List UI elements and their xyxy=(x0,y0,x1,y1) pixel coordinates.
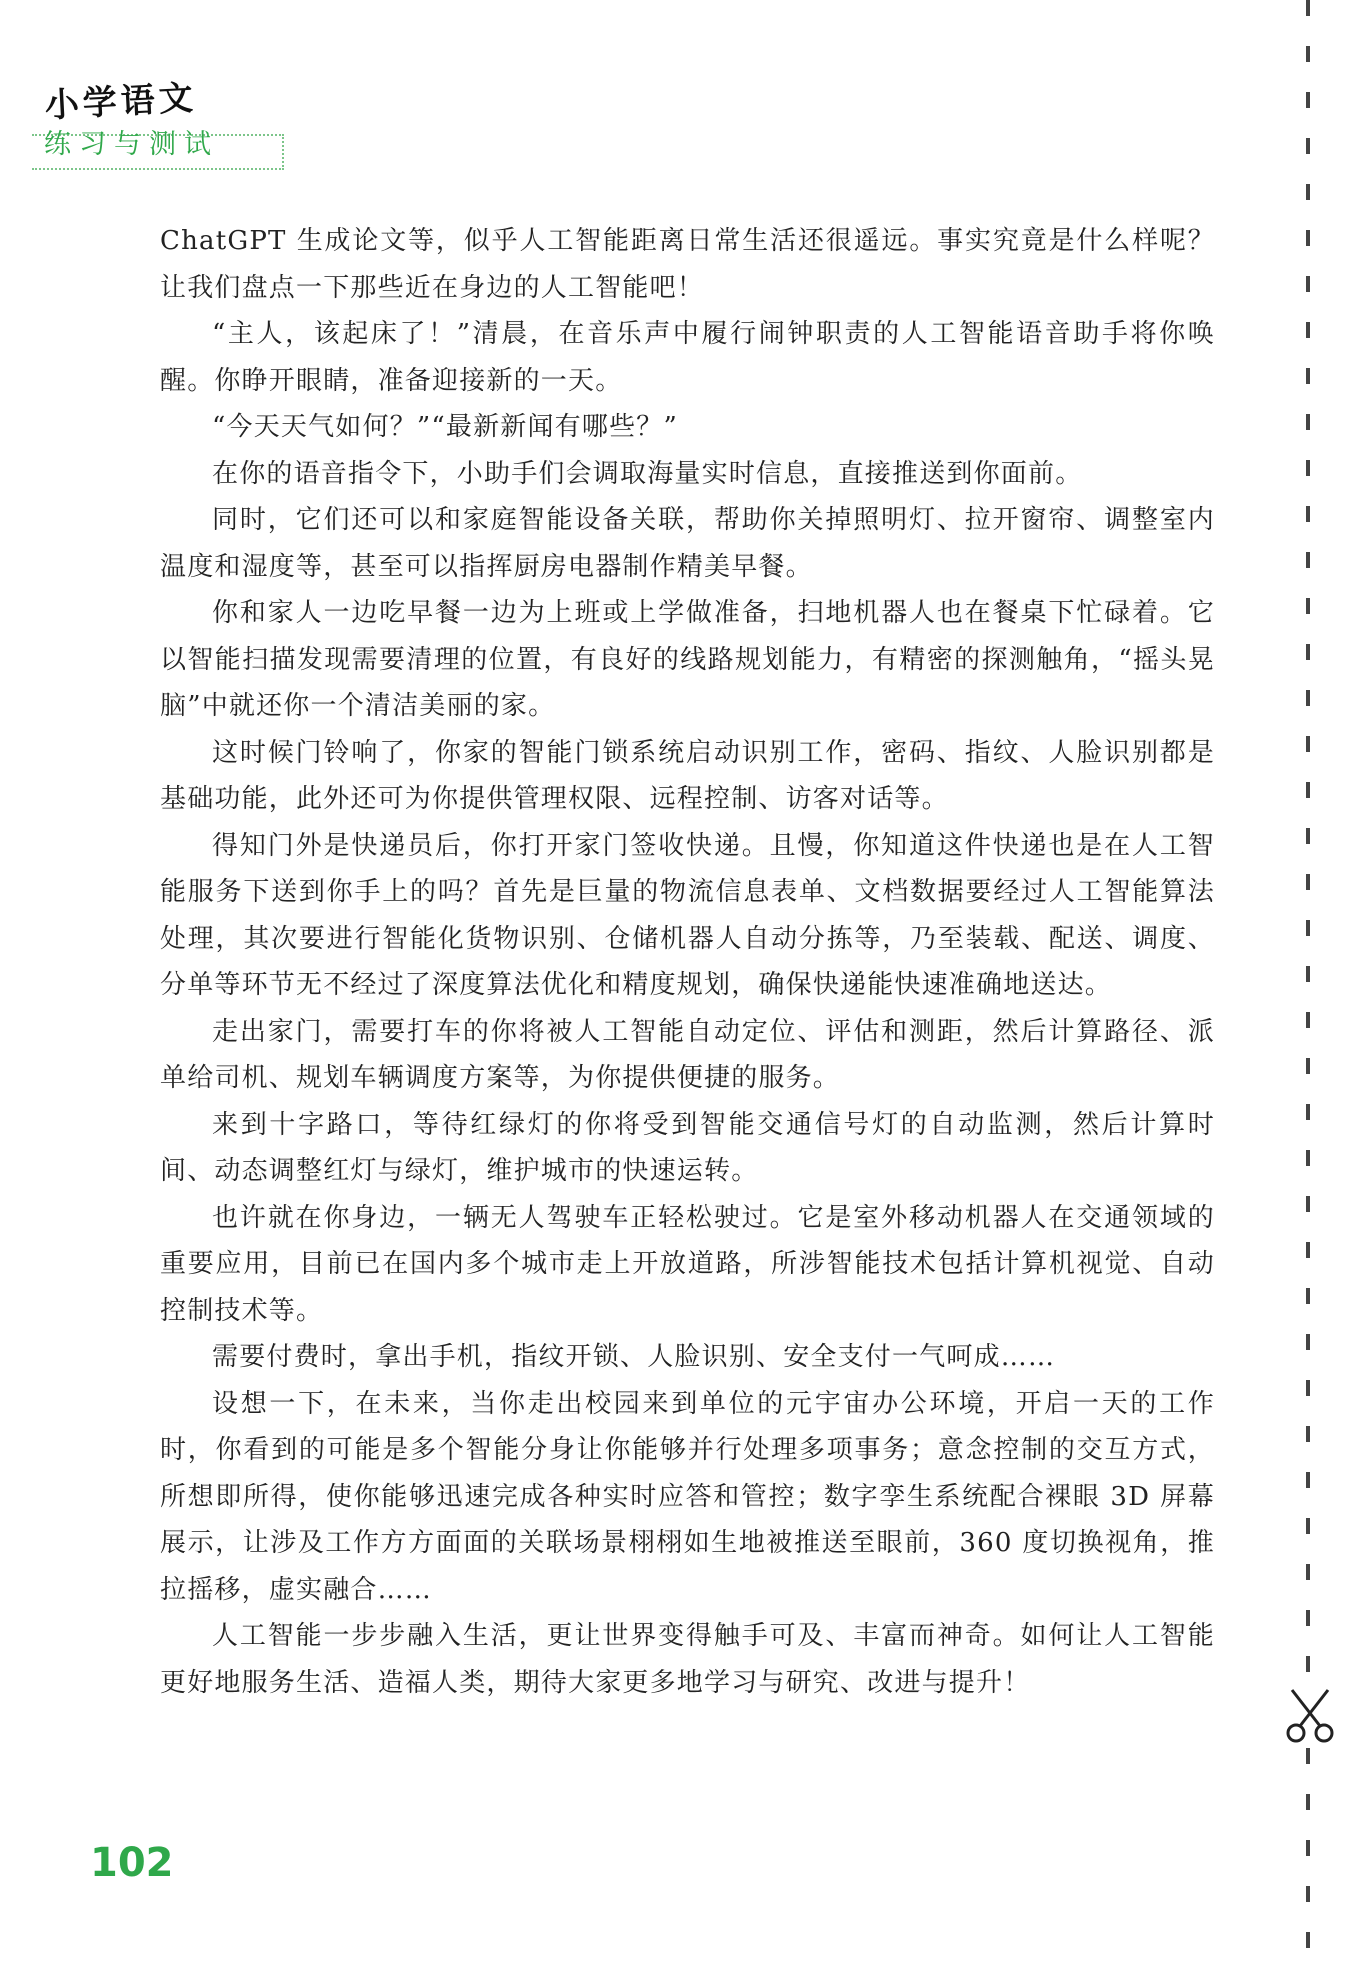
paragraph: “今天天气如何？”“最新新闻有哪些？” xyxy=(212,412,678,442)
book-subtitle: 练习与测试 xyxy=(44,129,219,160)
paragraph: 在你的语音指令下，小助手们会调取海量实时信息，直接推送到你面前。 xyxy=(212,458,1083,489)
book-series-title: 小学语文 xyxy=(43,78,198,127)
paragraph: 需要付费时，拿出手机，指纹开锁、人脸识别、安全支付一气呵成…… xyxy=(212,1342,1056,1372)
page-number: 102 xyxy=(90,1840,174,1886)
paragraph: 设想一下，在未来，当你走出校园来到单位的元宇宙办公环境，开启一天的工作时，你看到的可能是多个智能分身让你能够并行处理多项事务；意念控制的交互方式，所想即所得，使你能够迅速完成各种实时应答和管控；数字孪生系统配合裸眼 3D 屏幕展示，让涉及工作方方面面的关联场景栩栩如生地被推送至眼前，360 度切换视角，推拉摇移，虚实融合…… xyxy=(160,1388,1215,1605)
paragraph: 走出家门，需要打车的你将被人工智能自动定位、评估和测距，然后计算路径、派单给司机、规划车辆调度方案等，为你提供便捷的服务。 xyxy=(160,1016,1215,1093)
paragraph: “主人，该起床了！”清晨，在音乐声中履行闹钟职责的人工智能语音助手将你唤醒。你睁开眼睛，准备迎接新的一天。 xyxy=(160,319,1215,396)
book-header xyxy=(32,78,292,178)
paragraph: 也许就在你身边，一辆无人驾驶车正轻松驶过。它是室外移动机器人在交通领域的重要应用，目前已在国内多个城市走上开放道路，所涉智能技术包括计算机视觉、自动控制技术等。 xyxy=(160,1202,1215,1326)
article-body xyxy=(160,218,1215,1706)
paragraph: 同时，它们还可以和家庭智能设备关联，帮助你关掉照明灯、拉开窗帘、调整室内温度和湿度等，甚至可以指挥厨房电器制作精美早餐。 xyxy=(160,505,1215,582)
paragraph: 来到十字路口，等待红绿灯的你将受到智能交通信号灯的自动监测，然后计算时间、动态调整红灯与绿灯，维护城市的快速运转。 xyxy=(160,1109,1215,1186)
dashed-cut-line xyxy=(1306,0,1310,1961)
paragraph: 得知门外是快递员后，你打开家门签收快递。且慢，你知道这件快递也是在人工智能服务下送到你手上的吗？首先是巨量的物流信息表单、文档数据要经过人工智能算法处理，其次要进行智能化货物识别、仓储机器人自动分拣等，乃至装载、配送、调度、分单等环节无不经过了深度算法优化和精度规划，确保快递能快速准确地送达。 xyxy=(160,830,1215,1000)
paragraph: 你和家人一边吃早餐一边为上班或上学做准备，扫地机器人也在餐桌下忙碌着。它以智能扫描发现需要清理的位置，有良好的线路规划能力，有精密的探测触角，“摇头晃脑”中就还你一个清洁美丽的家。 xyxy=(160,598,1215,721)
paragraph: 这时候门铃响了，你家的智能门锁系统启动识别工作，密码、指纹、人脸识别都是基础功能，此外还可为你提供管理权限、远程控制、访客对话等。 xyxy=(160,737,1215,814)
paragraph: 人工智能一步步融入生活，更让世界变得触手可及、丰富而神奇。如何让人工智能更好地服务生活、造福人类，期待大家更多地学习与研究、改进与提升！ xyxy=(160,1621,1215,1698)
scissors-icon xyxy=(1284,1686,1336,1746)
paragraph: ChatGPT 生成论文等，似乎人工智能距离日常生活还很遥远。事实究竟是什么样呢？让我们盘点一下那些近在身边的人工智能吧！ xyxy=(160,226,1215,303)
